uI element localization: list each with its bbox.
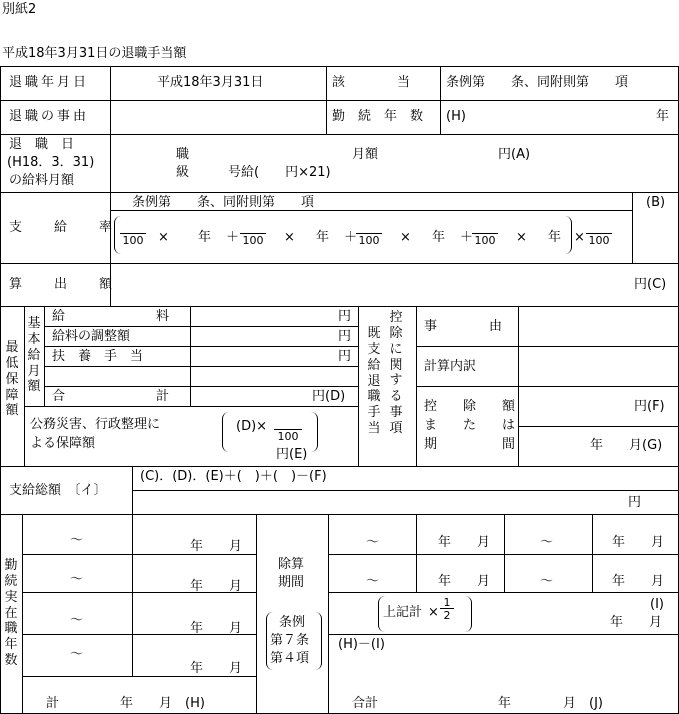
rate-clause: 条例第 条、同附則第 項 bbox=[132, 195, 315, 210]
minimum-row-unit: 円 bbox=[338, 329, 352, 344]
calc-marker-c: 円(C) bbox=[634, 277, 667, 292]
above-times: × bbox=[428, 605, 439, 620]
rate-symbol: × bbox=[574, 230, 585, 245]
marker-i: (I) bbox=[650, 597, 664, 612]
rate-label: 支 給 率 bbox=[9, 220, 115, 235]
exclusion-ym: 年 月 bbox=[612, 574, 665, 589]
retire-date-value: 平成18年3月31日 bbox=[157, 75, 264, 90]
rate-fraction: 100 bbox=[356, 222, 382, 247]
rate-fraction: 100 bbox=[120, 222, 146, 247]
service-tilde: ～ bbox=[70, 613, 84, 628]
period-unit-g: 年 月(G) bbox=[590, 438, 663, 453]
total-formula: (C)．(D)．(E)＋( )＋( )－(F) bbox=[140, 469, 327, 484]
paid-detail-label: 計算内訳 bbox=[424, 359, 477, 374]
rate-symbol: × bbox=[158, 230, 169, 245]
service-total-label: 計 bbox=[46, 696, 60, 711]
salary-monthly-label: 月額 bbox=[352, 147, 379, 162]
total-label: 支給総額 〔イ〕 bbox=[9, 483, 107, 498]
exclusion-tilde: ～ bbox=[540, 574, 554, 589]
sum-value: 年 月 (J) bbox=[498, 696, 603, 711]
minimum-row-label: 給料の調整額 bbox=[52, 329, 131, 344]
rate-symbol: 年 bbox=[316, 230, 330, 245]
minimum-label: 最 低 保 障 額 bbox=[5, 340, 19, 419]
minimum-row-unit: 円(D) bbox=[312, 389, 346, 404]
service-tilde: ～ bbox=[70, 647, 84, 662]
total-unit: 円 bbox=[628, 495, 642, 510]
salary-label-2: (H18．3．31) bbox=[7, 155, 95, 170]
service-years-label: 勤 続 年 数 bbox=[332, 109, 424, 124]
marker-i-unit: 年 月 bbox=[610, 615, 663, 630]
salary-label-1: 退 職 日 bbox=[9, 137, 75, 152]
service-total-value: 年 月 (H) bbox=[120, 696, 205, 711]
service-ym: 年 月 bbox=[190, 539, 243, 554]
above-label: 上記計 bbox=[383, 605, 423, 620]
h-minus-i: (H)－(I) bbox=[338, 637, 385, 652]
exclusion-ym: 年 月 bbox=[612, 535, 665, 550]
service-tilde: ～ bbox=[70, 533, 84, 548]
retire-reason-label: 退職の事由 bbox=[9, 109, 90, 124]
attachment-label: 別紙2 bbox=[2, 2, 37, 17]
paid-label-b: 控 除 に 関 す る 事 項 bbox=[389, 310, 403, 437]
ordinance-2: 第７条 bbox=[270, 633, 310, 648]
exclusion-label-2: 期間 bbox=[278, 575, 305, 590]
rate-symbol: × bbox=[284, 230, 295, 245]
exclusion-ym: 年 月 bbox=[438, 574, 491, 589]
minimum-row-unit: 円 bbox=[338, 349, 352, 364]
salary-label-3: の給料月額 bbox=[9, 173, 75, 188]
retire-date-label: 退職年月日 bbox=[9, 75, 90, 90]
deduct-line-2: ま た は bbox=[424, 418, 516, 433]
rate-marker-b: (B) bbox=[646, 195, 666, 210]
rate-fraction: 100 bbox=[240, 222, 266, 247]
paid-reason-label: 事 由 bbox=[424, 319, 503, 334]
salary-grade: 級 号給( 円×21) bbox=[176, 165, 331, 180]
rate-symbol: ＋ bbox=[226, 230, 240, 245]
calc-label: 算 出 額 bbox=[9, 277, 115, 292]
exclusion-tilde: ～ bbox=[540, 535, 554, 550]
rate-symbol: × bbox=[400, 230, 411, 245]
applicable-value: 条例第 条、同附則第 項 bbox=[446, 75, 629, 90]
disaster-label-1: 公務災害、行政整理に bbox=[30, 417, 161, 432]
service-years-marker: (H) bbox=[446, 109, 466, 124]
rate-fraction: 100 bbox=[472, 222, 498, 247]
minimum-row-unit: 円 bbox=[338, 309, 352, 324]
applicable-label: 該 当 bbox=[332, 75, 411, 90]
exclusion-ym: 年 月 bbox=[438, 535, 491, 550]
rate-symbol: × bbox=[516, 230, 527, 245]
rate-symbol: 年 bbox=[548, 230, 562, 245]
ordinance-1: 条例 bbox=[279, 615, 306, 630]
deduct-line-3: 期 間 bbox=[424, 437, 516, 452]
service-ym: 年 月 bbox=[190, 621, 243, 636]
service-ym: 年 月 bbox=[190, 661, 243, 676]
minimum-row-label: 合 計 bbox=[52, 389, 170, 404]
rate-symbol: ＋ bbox=[344, 230, 358, 245]
half-fraction: 1 2 bbox=[440, 597, 454, 622]
base-salary-label: 基 本 給 月 額 bbox=[27, 316, 41, 395]
service-years-unit: 年 bbox=[656, 109, 670, 124]
rate-symbol: 年 bbox=[198, 230, 212, 245]
rate-bracket bbox=[114, 216, 572, 254]
sum-label: 合計 bbox=[352, 696, 379, 711]
disaster-formula-d: (D)× bbox=[236, 419, 268, 434]
service-ym: 年 月 bbox=[190, 579, 243, 594]
deduct-line-1: 控 除 額 bbox=[424, 399, 516, 414]
deduct-unit-f: 円(F) bbox=[634, 399, 665, 414]
rate-symbol: 年 bbox=[432, 230, 446, 245]
disaster-label-2: よる保障額 bbox=[30, 436, 96, 451]
minimum-row-label: 扶 養 手 当 bbox=[52, 349, 144, 364]
service-label: 勤 続 実 在 職 年 数 bbox=[4, 558, 18, 669]
exclusion-tilde: ～ bbox=[366, 574, 380, 589]
exclusion-tilde: ～ bbox=[366, 535, 380, 550]
rate-fraction: 100 bbox=[586, 222, 612, 247]
disaster-unit-e: 円(E) bbox=[276, 447, 308, 462]
service-tilde: ～ bbox=[70, 572, 84, 587]
disaster-fraction: 100 bbox=[274, 418, 302, 443]
form-title: 平成18年3月31日の退職手当額 bbox=[2, 46, 187, 61]
minimum-row-label: 給 料 bbox=[52, 309, 170, 324]
ordinance-3: 第４項 bbox=[270, 651, 310, 666]
exclusion-label-1: 除算 bbox=[278, 557, 305, 572]
paid-label-a: 既 支 給 退 職 手 当 bbox=[367, 326, 381, 437]
salary-post: 職 bbox=[176, 147, 190, 162]
rate-symbol: ＋ bbox=[460, 230, 474, 245]
salary-marker-a: 円(A) bbox=[498, 147, 531, 162]
